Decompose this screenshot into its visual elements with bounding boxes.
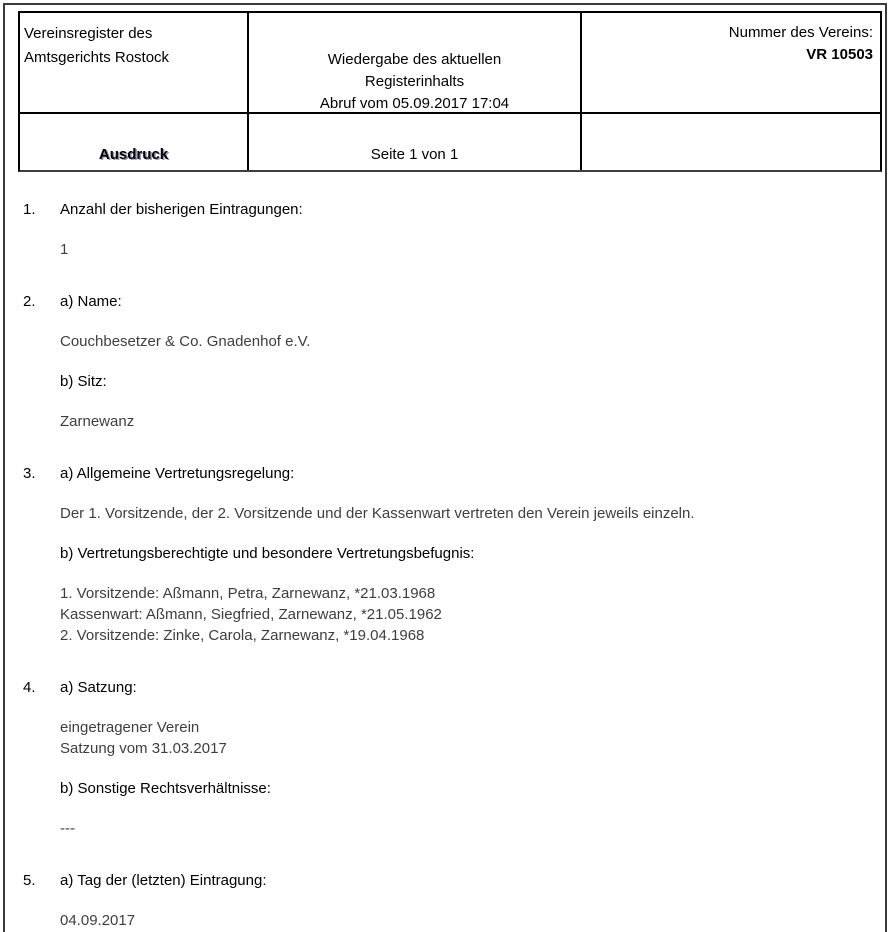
section-number: 4. [23,679,36,696]
field-label: a) Name: [60,293,122,310]
section-2 [18,292,865,452]
field-label: b) Vertretungsberechtigte und besondere Vertretungsbefugnis: [60,545,475,562]
register-entries [18,200,865,932]
document-title-cell [249,13,582,114]
field-value: Kassenwart: Aßmann, Siegfried, Zarnewanz, *21.05.1962 [60,606,442,623]
retrieval-timestamp: Abruf vom 05.09.2017 17:04 [319,95,510,112]
section-5 [18,871,865,932]
section-1 [18,200,865,280]
header-table [18,11,882,172]
field-value: 2. Vorsitzende: Zinke, Carola, Zarnewanz, *19.04.1968 [60,627,425,644]
section-3 [18,464,865,666]
field-label: b) Sonstige Rechtsverhältnisse: [60,780,271,797]
page-info-cell [249,114,582,170]
field-value: eingetragener Verein [60,719,200,736]
print-type-label: Ausdruck [98,146,169,163]
field-label: a) Satzung: [60,679,137,696]
field-value: Satzung vom 31.03.2017 [60,740,227,757]
section-body [60,678,865,859]
field-value: 04.09.2017 [60,912,136,929]
field-value: --- [60,820,75,837]
field-value: 1 [60,241,69,258]
field-value: Zarnewanz [60,413,135,430]
section-body [60,292,865,452]
section-body [60,200,865,280]
association-number-cell [582,13,880,114]
field-value: Couchbesetzer & Co. Gnadenhof e.V. [60,333,311,350]
page-info-label: Seite 1 von 1 [370,146,459,163]
empty-cell [582,114,880,170]
document-page [3,3,887,932]
field-label: a) Tag der (letzten) Eintragung: [60,872,267,889]
register-court-cell [20,13,249,114]
section-number: 5. [23,872,36,889]
section-number: 1. [23,201,36,218]
register-court-line1: Vereinsregister des [24,25,153,42]
field-label: a) Allgemeine Vertretungsregelung: [60,465,295,482]
print-type-cell [20,114,249,170]
section-4 [18,678,865,859]
document-title-line1: Wiedergabe des aktuellen [327,51,502,68]
document-title-line2: Registerinhalts [364,73,465,90]
field-label: Anzahl der bisherigen Eintragungen: [60,201,303,218]
association-number-value: VR 10503 [806,46,873,63]
section-number: 3. [23,465,36,482]
field-value: 1. Vorsitzende: Aßmann, Petra, Zarnewanz, *21.03.1968 [60,585,436,602]
field-value: Der 1. Vorsitzende, der 2. Vorsitzende und der Kassenwart vertreten den Verein jeweils einzeln. [60,505,695,522]
section-body [60,871,865,932]
section-number: 2. [23,293,36,310]
association-number-label: Nummer des Vereins: [728,24,873,41]
register-court-line2: Amtsgerichts Rostock [24,49,170,66]
section-body [60,464,865,666]
field-label: b) Sitz: [60,373,107,390]
